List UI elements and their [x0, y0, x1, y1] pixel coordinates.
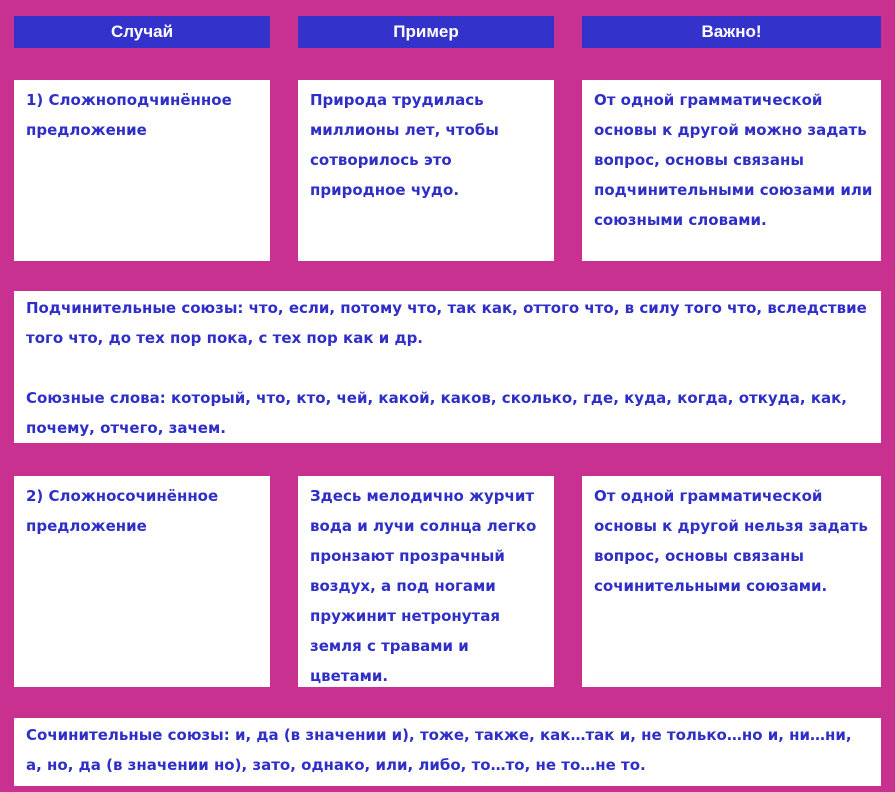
spacer — [26, 353, 871, 383]
subordinating-info-block — [14, 291, 881, 443]
row1-important-cell: От одной грамматической основы к другой можно задать вопрос, основы связаны подчинительными союзами или союзными словами. — [582, 80, 881, 261]
row1-example-cell: Природа трудилась миллионы лет, чтобы сотворилось это природное чудо. — [298, 80, 554, 261]
coordinating-info-block — [14, 718, 881, 786]
header-example: Пример — [298, 16, 554, 48]
header-important: Важно! — [582, 16, 881, 48]
subordinating-conjunctions-text: Подчинительные союзы: что, если, потому что, так как, оттого что, в силу того что, вследствие того что, до тех пор пока, с тех пор как и др. — [26, 299, 867, 347]
header-case: Случай — [14, 16, 270, 48]
coordinating-conjunctions-text: Сочинительные союзы: и, да (в значении и), тоже, также, как…так и, не только…но и, ни…ни, а, но, да (в значении но), зато, однако, или, либо, то…то, не то…не то. — [26, 726, 852, 774]
row1-case-cell: 1) Сложноподчинённое предложение — [14, 80, 270, 261]
allied-words-text: Союзные слова: который, что, кто, чей, какой, каков, сколько, где, куда, когда, откуда, как, почему, отчего, зачем. — [26, 389, 848, 437]
row2-important-cell: От одной грамматической основы к другой нельзя задать вопрос, основы связаны сочинительными союзами. — [582, 476, 881, 687]
row2-case-cell: 2) Сложносочинённое предложение — [14, 476, 270, 687]
row2-example-cell: Здесь мелодично журчит вода и лучи солнца легко пронзают прозрачный воздух, а под ногами пружинит нетронутая земля с травами и цветами. — [298, 476, 554, 687]
